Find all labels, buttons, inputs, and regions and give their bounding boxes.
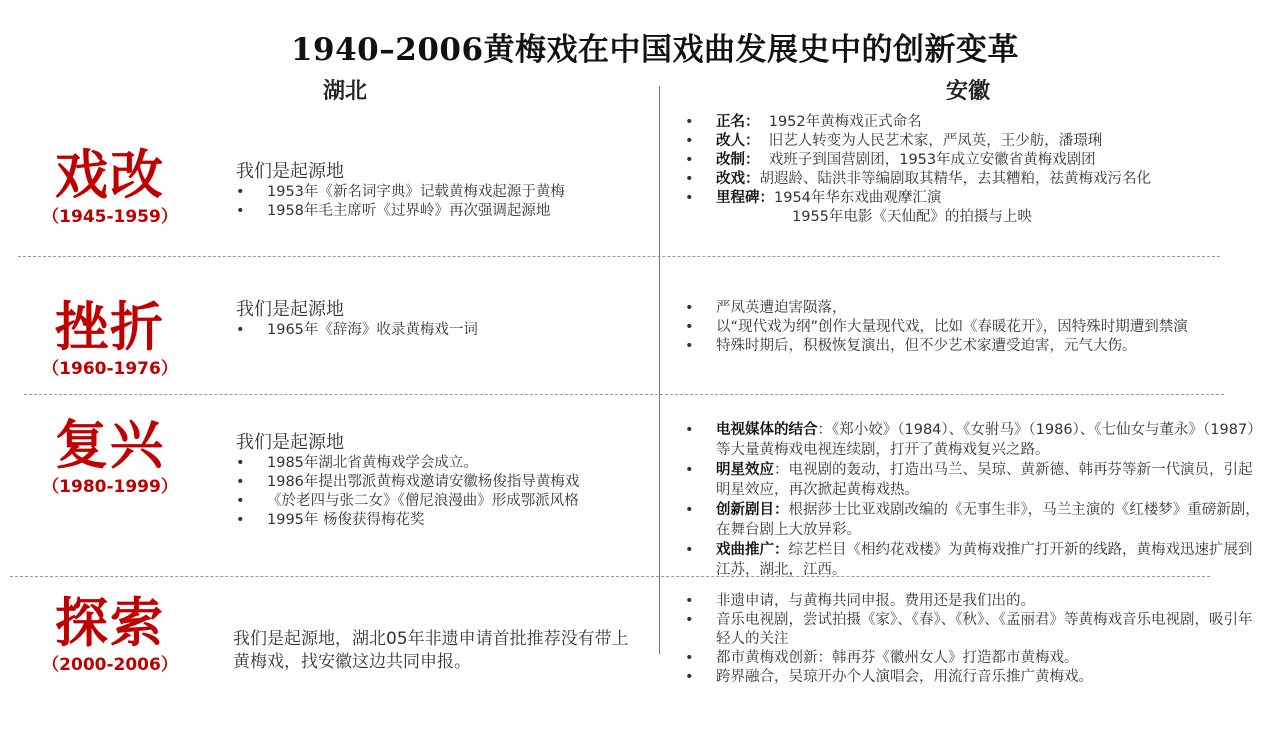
row-divider (18, 256, 1220, 257)
item-text: 1954年华东戏曲观摩汇演 (774, 190, 942, 206)
era-label-xigai (40, 146, 180, 228)
item-text: 旧艺人转变为人民艺术家，严凤英，王少舫，潘璟琍 (768, 133, 1103, 149)
column-header-anhui: 安徽 (946, 79, 991, 104)
list-item (685, 540, 1260, 580)
item-text: 综艺栏目《相约花戏楼》为黄梅戏推广打开新的线路，黄梅戏迅速扩展到江苏，湖北，江西。 (716, 542, 1253, 578)
item-label: 改戏： (716, 171, 760, 187)
item-text: 1952年黄梅戏正式命名 (768, 114, 922, 130)
item-label: 明星效应 (716, 462, 774, 478)
row-divider (24, 394, 1224, 395)
column-divider (659, 86, 660, 654)
item-label: 电视媒体的结合 (716, 422, 818, 438)
list-item (685, 151, 1260, 170)
list-item (685, 420, 1260, 460)
item-label: 改人： (716, 133, 760, 149)
item-label: 里程碑： (716, 190, 774, 206)
era-years: （1960-1976） (42, 359, 178, 379)
item-text: ：《郑小姣》（1984）、《女驸马》（1986）、《七仙女与董永》（1987）等大量黄梅戏电视连续剧，打开了黄梅戏复兴之路。 (716, 422, 1255, 458)
era-name: 挫折 (55, 297, 165, 358)
item-label: 改制： (716, 152, 760, 168)
list-item: • 1986年提出鄂派黄梅戏邀请安徽杨俊指导黄梅戏 (236, 473, 646, 492)
list-item: • 1985年湖北省黄梅戏学会成立。 (236, 454, 646, 473)
item-text: 胡遐龄、陆洪非等编剧取其精华，去其糟粕，祛黄梅戏污名化 (759, 171, 1151, 187)
era-label-fuxing (40, 416, 180, 498)
list-item: • 音乐电视剧，尝试拍摄《家》、《春》、《秋》、《孟丽君》等黄梅戏音乐电视剧，吸引年轻人的关注 (685, 611, 1260, 649)
list-item: • 特殊时期后，积极恢复演出，但不少艺术家遭受迫害，元气大伤。 (685, 337, 1260, 356)
list-item: • 都市黄梅戏创新：韩再芬《徽州女人》打造都市黄梅戏。 (685, 649, 1260, 668)
list-item: • 跨界融合，吴琼开办个人演唱会，用流行音乐推广黄梅戏。 (685, 668, 1260, 687)
era-name: 复兴 (55, 415, 165, 476)
hubei-block-cuozhe (236, 298, 646, 340)
era-label-cuozhe (40, 298, 180, 380)
hubei-heading: 我们是起源地 (236, 299, 344, 320)
item-label: 创新剧目： (716, 502, 789, 518)
era-name: 探索 (55, 593, 165, 654)
list-item: • 1958年毛主席听《过界岭》再次强调起源地 (236, 202, 646, 221)
era-years: （1980-1999） (42, 477, 178, 497)
hubei-heading: 我们是起源地 (236, 161, 344, 182)
list-item: • 1995年 杨俊获得梅花奖 (236, 511, 646, 530)
list-item: • 非遗申请，与黄梅共同申报。费用还是我们出的。 (685, 592, 1260, 611)
list-item (685, 460, 1260, 500)
list-item: • 严凤英遭迫害陨落， (685, 299, 1260, 318)
hubei-heading: 我们是起源地 (236, 432, 344, 453)
list-item (685, 132, 1260, 151)
era-name: 戏改 (55, 145, 165, 206)
era-years: （1945-1959） (42, 207, 178, 227)
hubei-block-fuxing (236, 431, 646, 530)
page-title: 1940–2006黄梅戏在中国戏曲发展史中的创新变革 (290, 32, 1020, 68)
column-header-hubei: 湖北 (323, 79, 368, 104)
list-item: • 1953年《新名词字典》记载黄梅戏起源于黄梅 (236, 183, 646, 202)
item-text: 戏班子到国营剧团，1953年成立安徽省黄梅戏剧团 (768, 152, 1096, 168)
list-item (685, 170, 1260, 189)
item-label: 戏曲推广： (716, 542, 789, 558)
anhui-block-xigai (685, 113, 1260, 227)
list-item: • 以“现代戏为纲”创作大量现代戏，比如《春暖花开》，因特殊时期遭到禁演 (685, 318, 1260, 337)
anhui-block-cuozhe (685, 299, 1260, 356)
anhui-block-tansuo (685, 592, 1260, 687)
item-text-continued: 1955年电影《天仙配》的拍摄与上映 (792, 209, 1032, 225)
item-text: 根据莎士比亚戏剧改编的《无事生非》，马兰主演的《红楼梦》重磅新剧，在舞台剧上大放异彩。 (716, 502, 1260, 538)
hubei-text-tansuo: 我们是起源地，湖北05年非遗申请首批推荐没有带上黄梅戏，找安徽这边共同申报。 (233, 629, 629, 672)
list-item: • 1965年《辞海》收录黄梅戏一词 (236, 321, 646, 340)
era-years: （2000-2006） (42, 655, 178, 675)
hubei-block-xigai (236, 160, 646, 221)
list-item: • 《於老四与张二女》《僧尼浪漫曲》形成鄂派风格 (236, 492, 646, 511)
list-item (685, 500, 1260, 540)
list-item (685, 189, 1260, 227)
era-label-tansuo (40, 594, 180, 676)
anhui-block-fuxing (685, 420, 1260, 580)
item-label: 正名： (716, 114, 760, 130)
list-item (685, 113, 1260, 132)
item-text: ：电视剧的轰动，打造出马兰、吴琼、黄新德、韩再芬等新一代演员，引起明星效应，再次掀起黄梅戏热。 (716, 462, 1253, 498)
